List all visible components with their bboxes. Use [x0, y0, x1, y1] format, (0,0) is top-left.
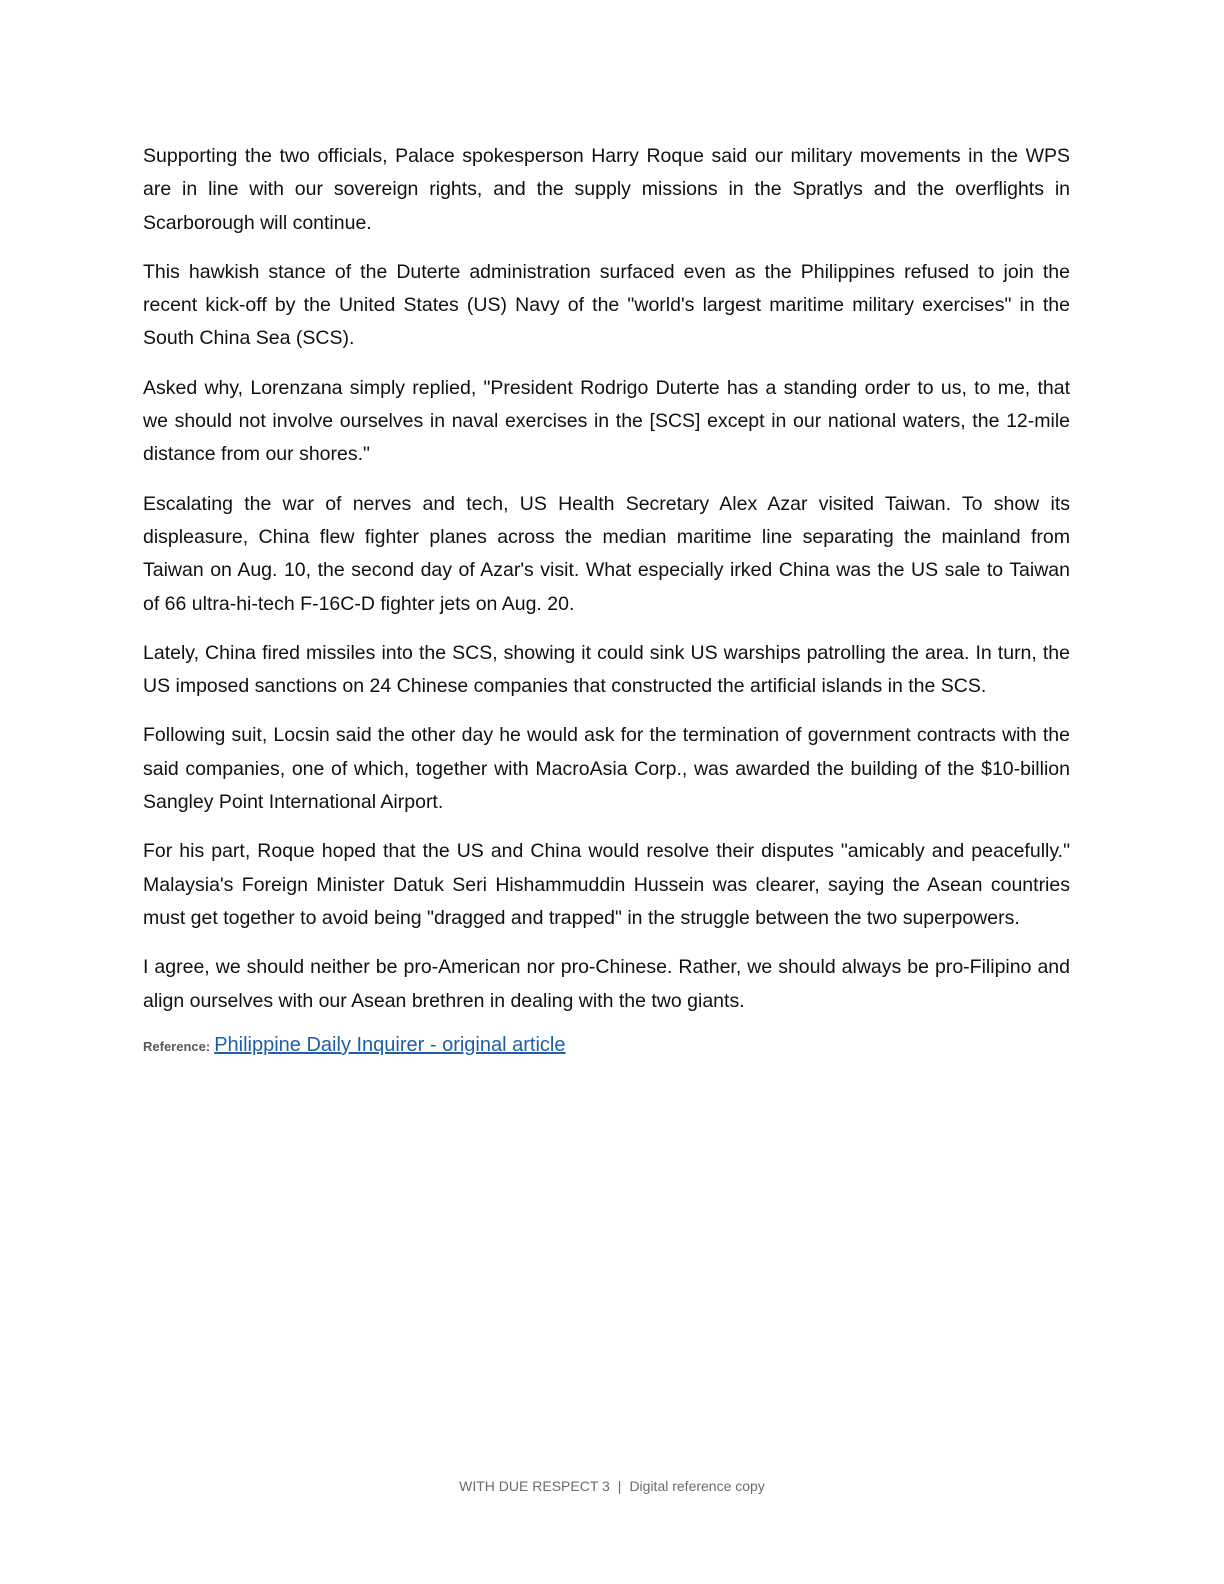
footer-title: WITH DUE RESPECT 3 [459, 1478, 610, 1494]
footer-separator: | [617, 1478, 622, 1494]
reference-line [143, 1034, 1070, 1057]
paragraph: Asked why, Lorenzana simply replied, "President Rodrigo Duterte has a standing order to us, to me, that we should not involve ourselves in naval exercises in the [SCS] except in our national waters, the 12-mile distance from our shores." [143, 376, 1070, 466]
paragraph: Lately, China fired missiles into the SCS, showing it could sink US warships patrolling the area. In turn, the US imposed sanctions on 24 Chinese companies that constructed the artificial islands in the SCS. [143, 641, 1070, 698]
paragraph: I agree, we should neither be pro-American nor pro-Chinese. Rather, we should always be pro-Filipino and align ourselves with our Asean brethren in dealing with the two giants. [143, 956, 1070, 1012]
page-footer [0, 1478, 1224, 1494]
paragraph: Following suit, Locsin said the other day he would ask for the termination of government contracts with the said companies, one of which, together with MacroAsia Corp., was awarded the building of the $10-billion Sangley Point International Airport. [143, 724, 1070, 814]
article-body [143, 140, 1070, 1057]
paragraph: For his part, Roque hoped that the US and China would resolve their disputes "amicably and peacefully." Malaysia's Foreign Minister Datuk Seri Hishammuddin Hussein was clearer, saying the Asean countries must get together to avoid being "dragged and trapped" in the struggle between the two superpowers. [143, 840, 1070, 929]
reference-label: Reference: [143, 1038, 211, 1054]
paragraph: This hawkish stance of the Duterte administration surfaced even as the Philippines refused to join the recent kick-off by the United States (US) Navy of the "world's largest maritime military exercises" in the South China Sea (SCS). [143, 260, 1070, 350]
paragraph: Supporting the two officials, Palace spokesperson Harry Roque said our military movements in the WPS are in line with our sovereign rights, and the supply missions in the Spratlys and the overflights in Scarborough will continue. [143, 145, 1070, 234]
footer-note: Digital reference copy [629, 1478, 765, 1494]
reference-link[interactable]: Philippine Daily Inquirer - original article [214, 1033, 566, 1056]
paragraph: Escalating the war of nerves and tech, US Health Secretary Alex Azar visited Taiwan. To show its displeasure, China flew fighter planes across the median maritime line separating the mainland from Taiwan on Aug. 10, the second day of Azar's visit. What especially irked China was the US sale to Taiwan of 66 ultra-hi-tech F-16C-D fighter jets on Aug. 20. [143, 492, 1070, 615]
